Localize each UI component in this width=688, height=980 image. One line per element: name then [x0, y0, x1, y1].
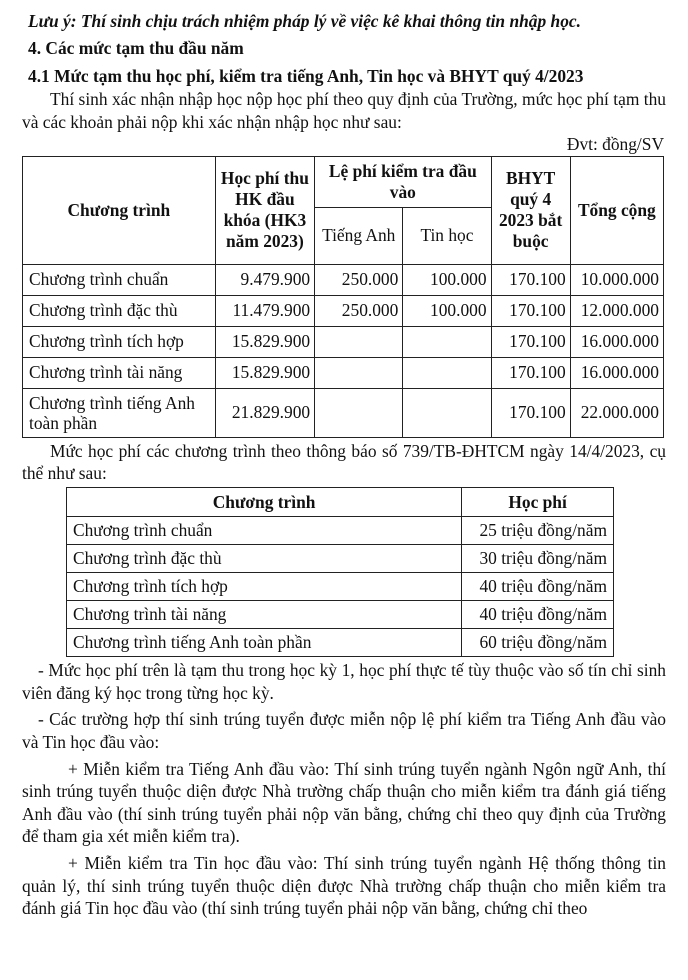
row-total: 10.000.000 — [570, 264, 663, 295]
tuition-table — [66, 487, 614, 657]
unit-label: Đvt: đồng/SV — [566, 134, 664, 155]
row-insurance: 170.100 — [491, 326, 570, 357]
document-page — [22, 10, 666, 920]
exemption-it: + Miễn kiểm tra Tin học đầu vào: Thí sinh trúng tuyển ngành Hệ thống thông tin quản lý, thí sinh trúng tuyển thuộc diện được Nhà trường chấp thuận cho miễn kiểm tra đánh giá Tin học đầu vào (thí sinh trúng tuyển phải nộp văn bằng, chứng chỉ theo — [22, 853, 666, 919]
row-program: Chương trình tài năng — [23, 357, 216, 388]
table-row — [23, 388, 664, 437]
row-tuition: 21.829.900 — [215, 388, 314, 437]
row-total: 22.000.000 — [570, 388, 663, 437]
row-tuition: 15.829.900 — [215, 326, 314, 357]
row-it — [403, 326, 491, 357]
fee-table-header-row — [23, 156, 664, 207]
table-row — [23, 264, 664, 295]
header-tuition: Học phí thu HK đầu khóa (HK3 năm 2023) — [215, 156, 314, 264]
row-fee: 25 triệu đồng/năm — [462, 517, 614, 545]
table-row — [67, 601, 614, 629]
bullet-exemption-intro: - Các trường hợp thí sinh trúng tuyển được miễn nộp lệ phí kiểm tra Tiếng Anh đầu vào và Tin học đầu vào: — [22, 709, 666, 752]
row-program: Chương trình tài năng — [67, 601, 462, 629]
bullet-tuition-note: - Mức học phí trên là tạm thu trong học kỳ 1, học phí thực tế tùy thuộc vào số tín chỉ sinh viên đăng ký học trong từng học kỳ. — [22, 660, 666, 703]
header-insurance: BHYT quý 4 2023 bắt buộc — [491, 156, 570, 264]
row-insurance: 170.100 — [491, 388, 570, 437]
intro-paragraph: Thí sinh xác nhận nhập học nộp học phí theo quy định của Trường, mức học phí tạm thu và các khoản phải nộp khi xác nhận nhập học như sau: — [22, 88, 666, 132]
row-tuition: 11.479.900 — [215, 295, 314, 326]
row-english — [315, 326, 403, 357]
row-program: Chương trình tiếng Anh toàn phần — [23, 388, 216, 437]
exemption-english: + Miễn kiểm tra Tiếng Anh đầu vào: Thí sinh trúng tuyển ngành Ngôn ngữ Anh, thí sinh trúng tuyển thuộc diện được Nhà trường chấp thuận cho miễn kiểm tra đánh giá tiếng Anh đầu vào (thí sinh trúng tuyển phải nộp văn bằng, chứng chỉ theo quy định của Trường để tham gia xét miễn kiểm tra). — [22, 758, 666, 847]
row-fee: 60 triệu đồng/năm — [462, 629, 614, 657]
row-it — [403, 357, 491, 388]
row-tuition: 9.479.900 — [215, 264, 314, 295]
row-program: Chương trình chuẩn — [23, 264, 216, 295]
row-it — [403, 388, 491, 437]
row-it: 100.000 — [403, 295, 491, 326]
row-insurance: 170.100 — [491, 295, 570, 326]
row-english: 250.000 — [315, 264, 403, 295]
table-row — [23, 326, 664, 357]
row-it: 100.000 — [403, 264, 491, 295]
header-total: Tổng cộng — [570, 156, 663, 264]
row-fee: 40 triệu đồng/năm — [462, 601, 614, 629]
fee-table — [22, 156, 664, 438]
row-english — [315, 388, 403, 437]
row-english: 250.000 — [315, 295, 403, 326]
header-english: Tiếng Anh — [315, 207, 403, 264]
row-program: Chương trình đặc thù — [67, 545, 462, 573]
row-insurance: 170.100 — [491, 357, 570, 388]
row-fee: 30 triệu đồng/năm — [462, 545, 614, 573]
row-program: Chương trình tiếng Anh toàn phần — [67, 629, 462, 657]
row-total: 16.000.000 — [570, 326, 663, 357]
tuition-table-header-row — [67, 488, 614, 517]
header-program: Chương trình — [23, 156, 216, 264]
row-program: Chương trình đặc thù — [23, 295, 216, 326]
table-row — [23, 357, 664, 388]
header-entrance-fee: Lệ phí kiểm tra đầu vào — [315, 156, 491, 207]
row-insurance: 170.100 — [491, 264, 570, 295]
tuition-intro: Mức học phí các chương trình theo thông báo số 739/TB-ĐHTCM ngày 14/4/2023, cụ thể như sau: — [22, 440, 666, 484]
row-tuition: 15.829.900 — [215, 357, 314, 388]
table-row — [67, 545, 614, 573]
row-program: Chương trình tích hợp — [23, 326, 216, 357]
row-program: Chương trình tích hợp — [67, 573, 462, 601]
row-english — [315, 357, 403, 388]
legal-note: Lưu ý: Thí sinh chịu trách nhiệm pháp lý về việc kê khai thông tin nhập học. — [28, 11, 581, 31]
section-4-title: 4. Các mức tạm thu đầu năm — [28, 37, 244, 58]
row-program: Chương trình chuẩn — [67, 517, 462, 545]
table-row — [67, 573, 614, 601]
header-program: Chương trình — [67, 488, 462, 517]
row-total: 16.000.000 — [570, 357, 663, 388]
row-total: 12.000.000 — [570, 295, 663, 326]
header-it: Tin học — [403, 207, 491, 264]
table-row — [67, 517, 614, 545]
section-4-1-title: 4.1 Mức tạm thu học phí, kiểm tra tiếng Anh, Tin học và BHYT quý 4/2023 — [28, 66, 584, 87]
table-row — [23, 295, 664, 326]
row-fee: 40 triệu đồng/năm — [462, 573, 614, 601]
table-row — [67, 629, 614, 657]
header-fee: Học phí — [462, 488, 614, 517]
